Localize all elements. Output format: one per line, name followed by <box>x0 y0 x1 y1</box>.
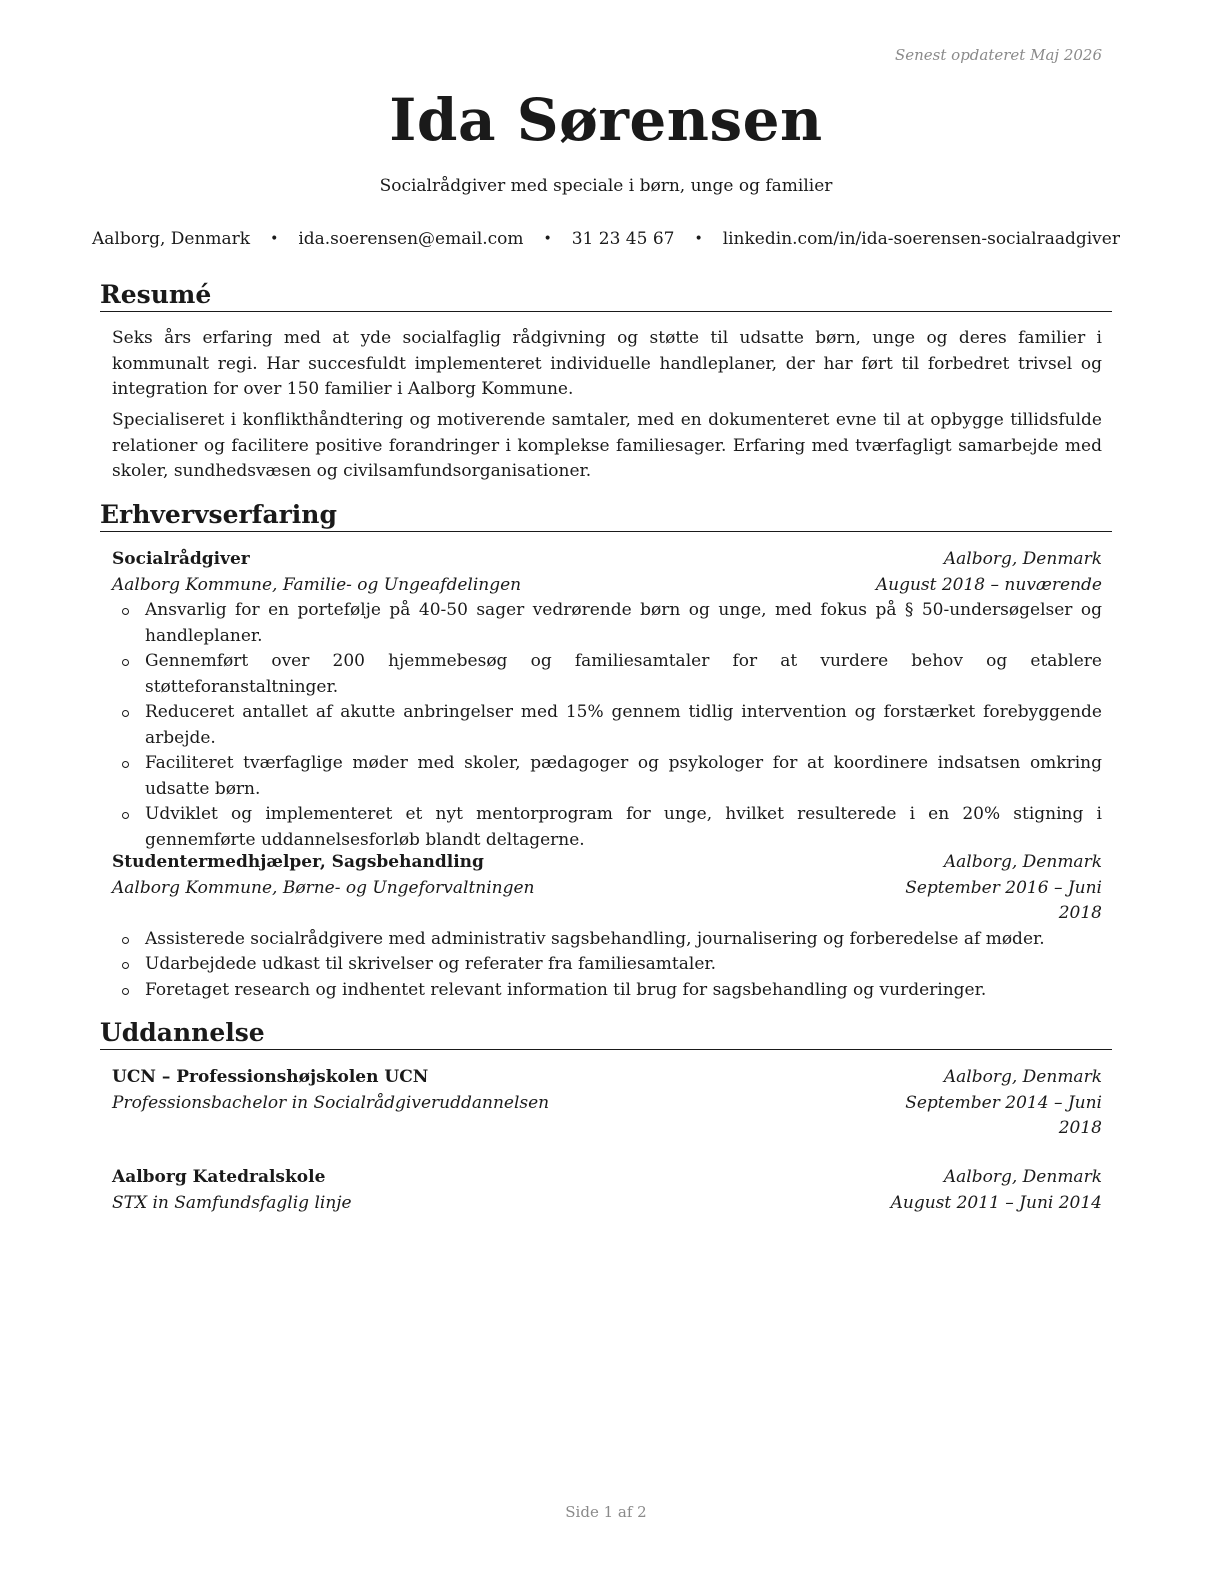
contact-email[interactable]: ida.soerensen@email.com <box>298 229 524 249</box>
list-item <box>112 927 1102 953</box>
job-location: Aalborg, Denmark <box>943 549 1102 569</box>
circle-bullet-icon <box>122 659 129 666</box>
summary-paragraph: Seks års erfaring med at yde socialfaglig rådgivning og støtte til udsatte børn, unge og deres familier i kommunalt regi. Har succesfuldt implementeret individuelle handleplaner, der har ført til forbedret trivsel og integration for over 150 familier i Aalborg Kommune. <box>112 328 1102 399</box>
contact-bar <box>92 229 1120 249</box>
school-location: Aalborg, Denmark <box>943 1167 1102 1187</box>
circle-bullet-icon <box>122 937 129 944</box>
list-item <box>112 978 1102 1004</box>
education-dates: September 2014 – Juni 2018 <box>905 1092 1102 1138</box>
job-title: Socialrådgiver <box>112 549 250 569</box>
contact-location: Aalborg, Denmark <box>92 229 251 249</box>
employer: Aalborg Kommune, Familie- og Ungeafdelingen <box>112 574 522 595</box>
last-updated: Senest opdateret Maj 2026 <box>894 46 1102 64</box>
list-item <box>112 802 1102 853</box>
list-item <box>112 700 1102 751</box>
school-location: Aalborg, Denmark <box>943 1067 1102 1087</box>
responsibility-list <box>112 598 1102 853</box>
degree: STX in Samfundsfaglig linje <box>112 1192 352 1213</box>
education-dates: August 2011 – Juni 2014 <box>890 1192 1102 1213</box>
candidate-name: Ida Sørensen <box>389 86 823 154</box>
circle-bullet-icon <box>122 812 129 819</box>
job-dates: September 2016 – Juni 2018 <box>905 877 1102 923</box>
list-item <box>112 598 1102 649</box>
tagline: Socialrådgiver med speciale i børn, unge og familier <box>379 176 833 196</box>
bullet-text: Udarbejdede udkast til skrivelser og referater fra familiesamtaler. <box>145 954 717 974</box>
experience-entry <box>112 547 1102 853</box>
summary-paragraph: Specialiseret i konflikthåndtering og motiverende samtaler, med en dokumenteret evne til at opbygge tillidsfulde relationer og facilitere positive forandringer i komplekse familiesager. Erfaring med tværfagligt samarbejde med skoler, sundhedsvæsen og civilsamfundsorganisationer. <box>112 410 1102 481</box>
experience-entry <box>112 850 1102 1003</box>
separator-dot: • <box>694 231 703 247</box>
page-number: Side 1 af 2 <box>565 1503 647 1521</box>
bullet-text: Udviklet og implementeret et nyt mentorprogram for unge, hvilket resulterede i en 20% stigning i gennemførte uddannelsesforløb blandt deltagerne. <box>145 804 1102 850</box>
list-item <box>112 751 1102 802</box>
bullet-text: Reduceret antallet af akutte anbringelser med 15% gennem tidlig intervention og forstærket forebyggende arbejde. <box>145 702 1102 748</box>
job-dates: August 2018 – nuværende <box>875 574 1102 595</box>
responsibility-list <box>112 927 1102 1004</box>
circle-bullet-icon <box>122 710 129 717</box>
degree: Professionsbachelor in Socialrådgiveruddannelsen <box>112 1092 550 1113</box>
resume-page <box>92 0 1120 1584</box>
contact-linkedin[interactable]: linkedin.com/in/ida-soerensen-socialraadgiver <box>722 229 1120 249</box>
circle-bullet-icon <box>122 962 129 969</box>
section-title-summary: Resumé <box>100 280 1112 312</box>
bullet-text: Assisterede socialrådgivere med administrativ sagsbehandling, journalisering og forberedelse af møder. <box>145 928 1045 949</box>
bullet-text: Foretaget research og indhentet relevant information til brug for sagsbehandling og vurderinger. <box>145 979 987 1000</box>
separator-dot: • <box>270 231 279 247</box>
education-entry <box>112 1165 1102 1216</box>
contact-phone: 31 23 45 67 <box>571 229 675 249</box>
education-entry <box>112 1065 1102 1142</box>
school-name: UCN – Professionshøjskolen UCN <box>112 1067 429 1087</box>
job-location: Aalborg, Denmark <box>943 852 1102 872</box>
job-title: Studentermedhjælper, Sagsbehandling <box>112 852 484 872</box>
list-item <box>112 649 1102 700</box>
bullet-text: Gennemført over 200 hjemmebesøg og familiesamtaler for at vurdere behov og etablere støtteforanstaltninger. <box>145 651 1102 697</box>
employer: Aalborg Kommune, Børne- og Ungeforvaltningen <box>112 877 535 898</box>
section-title-education: Uddannelse <box>100 1018 1112 1050</box>
circle-bullet-icon <box>122 608 129 615</box>
circle-bullet-icon <box>122 761 129 768</box>
bullet-text: Ansvarlig for en portefølje på 40-50 sager vedrørende børn og unge, med fokus på § 50-undersøgelser og handleplaner. <box>145 600 1102 646</box>
separator-dot: • <box>543 231 552 247</box>
list-item <box>112 952 1102 978</box>
section-title-experience: Erhvervserfaring <box>100 500 1112 532</box>
school-name: Aalborg Katedralskole <box>112 1167 326 1187</box>
bullet-text: Faciliteret tværfaglige møder med skoler, pædagoger og psykologer for at koordinere indsatsen omkring udsatte børn. <box>145 753 1102 799</box>
circle-bullet-icon <box>122 988 129 995</box>
